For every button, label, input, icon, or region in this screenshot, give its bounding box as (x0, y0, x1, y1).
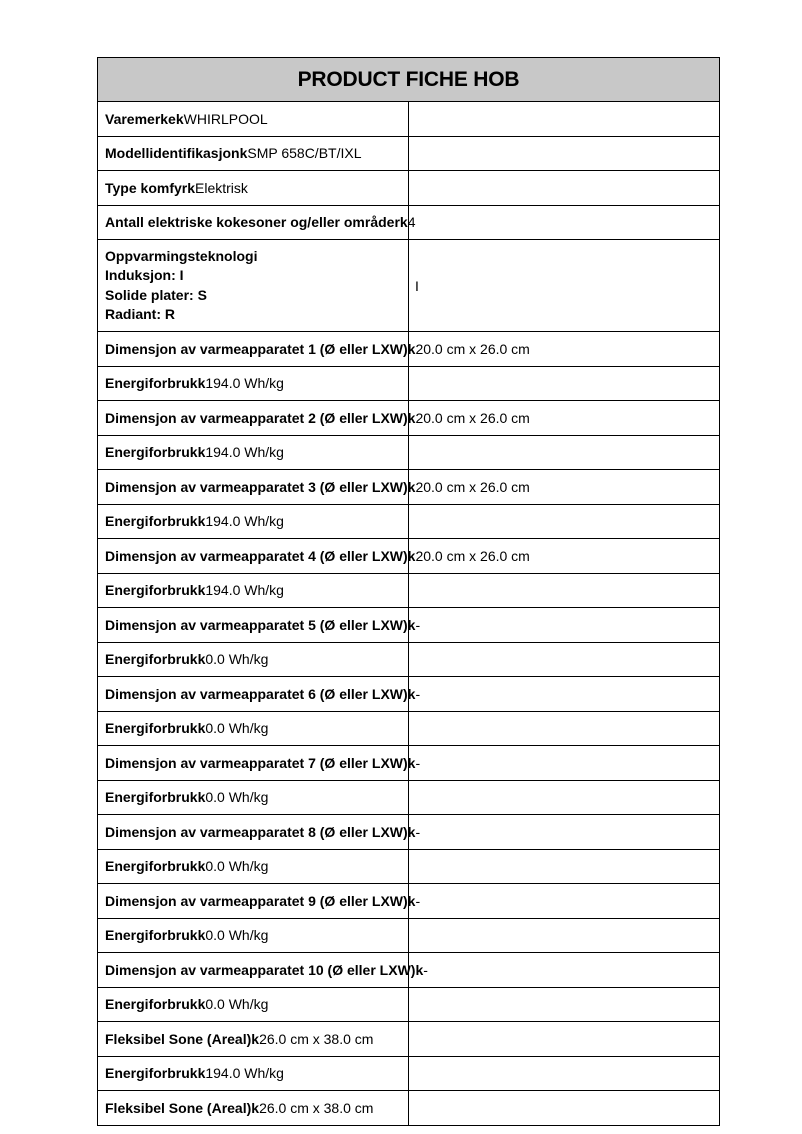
row-value: 26.0 cm x 38.0 cm (259, 1030, 374, 1047)
table-row (98, 815, 720, 850)
row-right-cell (409, 136, 720, 171)
row-value: 194.0 Wh/kg (205, 375, 284, 392)
row-label-cell (98, 677, 421, 712)
row-label-cell (98, 711, 409, 746)
table-row (98, 642, 720, 677)
row-label-cell (98, 815, 421, 850)
table-row (98, 504, 720, 539)
row-label: Energiforbrukk (105, 720, 206, 737)
row-right-cell (409, 815, 720, 850)
row-label: Energiforbrukk (105, 444, 206, 461)
row-label: Dimensjon av varmeapparatet 4 (Ø eller LXW)k (105, 547, 416, 564)
row-label: Dimensjon av varmeapparatet 7 (Ø eller LXW)k (105, 754, 416, 771)
row-label: Antall elektriske kokesoner og/eller områderk (105, 214, 408, 231)
heating-technology-row (98, 240, 720, 332)
row-label: Energiforbrukk (105, 858, 206, 875)
row-label-cell (98, 470, 530, 505)
row-label-cell (98, 642, 409, 677)
product-fiche-sheet (97, 57, 720, 1126)
table-row (98, 470, 720, 505)
row-label-cell (98, 953, 428, 988)
row-value: - (415, 616, 421, 633)
row-label: Modellidentifikasjonk (105, 145, 248, 162)
row-value: 0.0 Wh/kg (205, 651, 269, 668)
row-label-cell (98, 205, 416, 240)
table-row (98, 136, 720, 171)
row-label-cell (98, 1022, 409, 1057)
heating-technology-line: Oppvarmingsteknologi (105, 247, 258, 264)
heating-technology-line: Solide plater: S (105, 286, 207, 303)
row-label: Dimensjon av varmeapparatet 3 (Ø eller LXW)k (105, 478, 416, 495)
row-value: - (423, 961, 428, 978)
row-right-cell (409, 435, 720, 470)
row-label: Dimensjon av varmeapparatet 2 (Ø eller LXW)k (105, 409, 416, 426)
row-label-cell (98, 987, 409, 1022)
row-label-cell (98, 1056, 409, 1091)
row-label-cell (98, 435, 409, 470)
row-right-cell (409, 102, 720, 137)
row-label: Dimensjon av varmeapparatet 5 (Ø eller LXW)k (105, 616, 416, 633)
row-label: Type komfyrk (105, 179, 195, 196)
heating-technology-label-cell (98, 240, 409, 332)
row-label: Energiforbrukk (105, 582, 206, 599)
table-row (98, 435, 720, 470)
row-value: Elektrisk (195, 179, 248, 196)
row-right-cell (409, 1022, 720, 1057)
row-value: 4 (407, 214, 416, 231)
table-row (98, 401, 720, 436)
row-value: 194.0 Wh/kg (205, 444, 284, 461)
table-row (98, 849, 720, 884)
row-right-cell (409, 608, 720, 643)
table-row (98, 608, 720, 643)
row-right-cell (409, 504, 720, 539)
row-value: 194.0 Wh/kg (205, 513, 284, 530)
row-label: Fleksibel Sone (Areal)k (105, 1099, 260, 1116)
table-row (98, 573, 720, 608)
table-row (98, 102, 720, 137)
row-right-cell (409, 171, 720, 206)
row-value: 0.0 Wh/kg (205, 720, 269, 737)
row-label-cell (98, 539, 530, 574)
row-label: Energiforbrukk (105, 651, 206, 668)
table-row (98, 1056, 720, 1091)
row-right-cell (409, 953, 720, 988)
row-value: 20.0 cm x 26.0 cm (415, 409, 530, 426)
row-label: Energiforbrukk (105, 375, 206, 392)
row-label: Varemerkek (105, 110, 184, 127)
table-row (98, 205, 720, 240)
row-value: - (415, 685, 421, 702)
row-value: 194.0 Wh/kg (205, 1065, 284, 1082)
row-right-cell (409, 1056, 720, 1091)
row-label-cell (98, 780, 409, 815)
row-right-cell (409, 573, 720, 608)
row-label: Dimensjon av varmeapparatet 6 (Ø eller LXW)k (105, 685, 416, 702)
table-row (98, 366, 720, 401)
row-value: WHIRLPOOL (183, 110, 268, 127)
row-value: SMP 658C/BT/IXL (247, 145, 362, 162)
row-right-cell (409, 205, 720, 240)
table-row (98, 987, 720, 1022)
row-label-cell (98, 849, 409, 884)
row-label-cell (98, 504, 409, 539)
heating-technology-value: I (409, 240, 720, 332)
row-label: Energiforbrukk (105, 513, 206, 530)
row-label: Dimensjon av varmeapparatet 1 (Ø eller LXW)k (105, 340, 416, 357)
row-right-cell (409, 884, 720, 919)
table-row (98, 746, 720, 781)
row-value: 20.0 cm x 26.0 cm (415, 478, 530, 495)
row-value: 0.0 Wh/kg (205, 858, 269, 875)
row-label: Dimensjon av varmeapparatet 8 (Ø eller LXW)k (105, 823, 416, 840)
row-label-cell (98, 136, 409, 171)
heating-technology-line: Induksjon: I (105, 267, 184, 283)
table-row (98, 884, 720, 919)
row-value: 26.0 cm x 38.0 cm (259, 1099, 374, 1116)
row-label-cell (98, 366, 409, 401)
table-row (98, 918, 720, 953)
row-label-cell (98, 746, 421, 781)
heating-technology-line: Radiant: R (105, 306, 175, 322)
row-right-cell (409, 849, 720, 884)
row-value: 0.0 Wh/kg (205, 789, 269, 806)
table-row (98, 1091, 720, 1126)
row-right-cell (409, 746, 720, 781)
table-row (98, 953, 720, 988)
row-label-cell (98, 332, 530, 367)
row-label-cell (98, 608, 421, 643)
table-row (98, 711, 720, 746)
table-row (98, 539, 720, 574)
row-right-cell (409, 677, 720, 712)
row-value: 20.0 cm x 26.0 cm (415, 340, 530, 357)
table-row (98, 1022, 720, 1057)
row-right-cell (409, 780, 720, 815)
product-fiche-table (97, 57, 720, 1126)
row-label-cell (98, 573, 409, 608)
row-value: 194.0 Wh/kg (205, 582, 284, 599)
row-label: Dimensjon av varmeapparatet 10 (Ø eller LXW)k (105, 961, 424, 978)
row-right-cell (409, 987, 720, 1022)
row-label: Energiforbrukk (105, 1065, 206, 1082)
title-row (98, 58, 720, 102)
row-value: 0.0 Wh/kg (205, 927, 269, 944)
row-label-cell (98, 1091, 409, 1126)
row-label-cell (98, 102, 409, 137)
row-label: Energiforbrukk (105, 927, 206, 944)
row-label: Dimensjon av varmeapparatet 9 (Ø eller LXW)k (105, 892, 416, 909)
table-row (98, 332, 720, 367)
row-label: Energiforbrukk (105, 996, 206, 1013)
row-label-cell (98, 401, 530, 436)
row-value: 0.0 Wh/kg (205, 996, 269, 1013)
table-row (98, 780, 720, 815)
row-right-cell (409, 918, 720, 953)
row-value: - (415, 823, 421, 840)
row-label: Fleksibel Sone (Areal)k (105, 1030, 260, 1047)
row-right-cell (409, 711, 720, 746)
page-title: PRODUCT FICHE HOB (98, 58, 720, 102)
table-row (98, 677, 720, 712)
row-value: - (415, 892, 421, 909)
row-right-cell (409, 642, 720, 677)
row-right-cell (409, 1091, 720, 1126)
row-value: - (415, 754, 421, 771)
row-label-cell (98, 171, 409, 206)
row-value: 20.0 cm x 26.0 cm (415, 547, 530, 564)
row-right-cell (409, 366, 720, 401)
row-label: Energiforbrukk (105, 789, 206, 806)
row-label-cell (98, 918, 409, 953)
row-label-cell (98, 884, 421, 919)
table-row (98, 171, 720, 206)
